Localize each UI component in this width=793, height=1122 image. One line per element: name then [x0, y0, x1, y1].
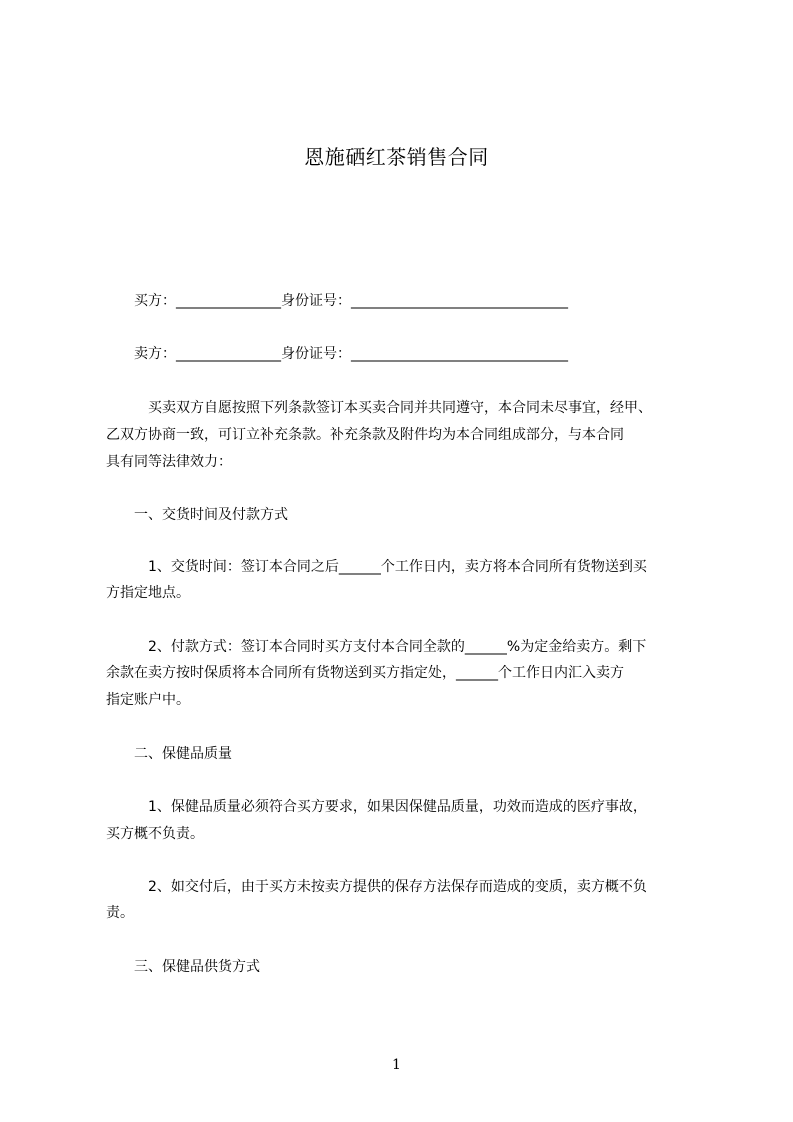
seller-line: 卖方：_______________身份证号：_______________________________ — [106, 346, 568, 362]
intro-line-2: 乙双方协商一致，可订立补充条款。补充条款及附件均为本合同组成部分，与本合同 — [106, 427, 624, 443]
clause-1-2-line-1: 2、付款方式：签订本合同时买方支付本合同全款的______%为定金给卖方。剩下 — [106, 639, 647, 655]
section-heading-3: 三、保健品供货方式 — [106, 959, 260, 975]
buyer-line: 买方：_______________身份证号：_______________________________ — [106, 293, 568, 309]
clause-1-1-line-1: 1、交货时间：签订本合同之后______个工作日内，卖方将本合同所有货物送到买 — [106, 559, 647, 575]
document-title: 恩施硒红茶销售合同 — [304, 145, 489, 169]
intro-line-3: 具有同等法律效力： — [106, 454, 232, 470]
clause-1-2-line-2: 余款在卖方按时保质将本合同所有货物送到买方指定处，______个工作日内汇入卖方 — [106, 665, 624, 681]
clause-2-1-line-2: 买方概不负责。 — [106, 826, 204, 842]
clause-2-1-line-1: 1、保健品质量必须符合买方要求，如果因保健品质量，功效而造成的医疗事故， — [106, 799, 647, 815]
section-heading-1: 一、交货时间及付款方式 — [106, 507, 288, 523]
clause-2-2-line-2: 责。 — [106, 905, 134, 921]
section-heading-2: 二、保健品质量 — [106, 746, 232, 762]
clause-1-2-line-3: 指定账户中。 — [106, 692, 190, 708]
intro-line-1: 买卖双方自愿按照下列条款签订本买卖合同并共同遵守，本合同未尽事宜，经甲、 — [106, 400, 652, 416]
page-number: 1 — [392, 1057, 401, 1073]
clause-2-2-line-1: 2、如交付后，由于买方未按卖方提供的保存方法保存而造成的变质，卖方概不负 — [106, 879, 647, 895]
clause-1-1-line-2: 方指定地点。 — [106, 585, 190, 601]
